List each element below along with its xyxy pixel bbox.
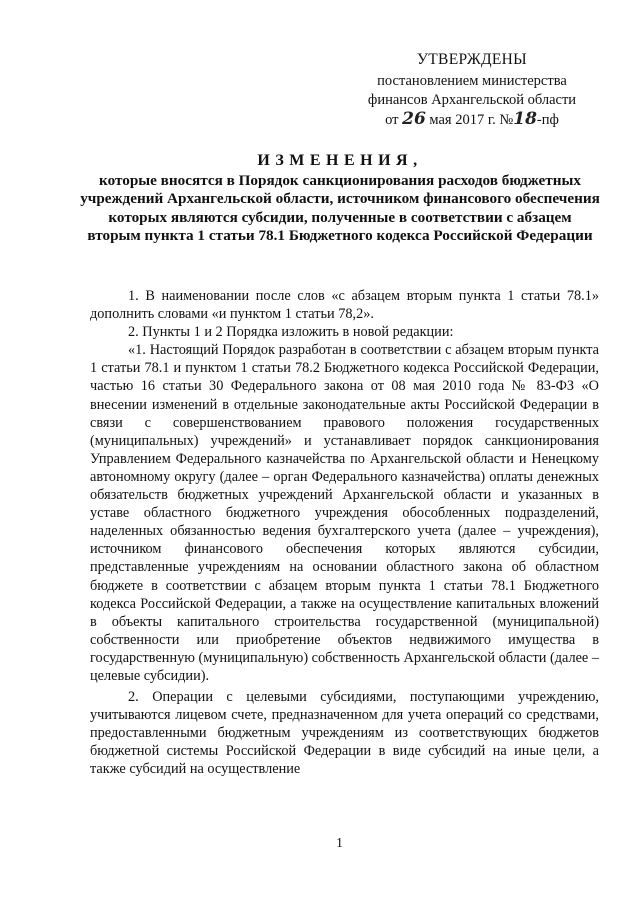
title-heading: ИЗМЕНЕНИЯ, (257, 152, 423, 169)
handwritten-number: 18 (513, 109, 537, 129)
document-body (90, 287, 599, 779)
date-prefix: от (385, 112, 399, 128)
document-title (80, 152, 600, 245)
paragraph-2: 2. Пункты 1 и 2 Порядка изложить в новой редакции: (128, 324, 454, 341)
paragraph-3: «1. Настоящий Порядок разработан в соответствии с абзацем вторым пункта 1 статьи 78.1 и пунктом 1 статьи 78.2 Бюджетного кодекса Российской Федерации, частью 16 статьи 30 Федерального закона от 08 мая 2010 года № 83-ФЗ «О внесении изменений в отдельные законодательные акты Российской Федерации в связи с совершенствованием правового положения государственных (муниципальных) учреждений» и устанавливает порядок санкционирования Управлением Федерального казначейства по Архангельской области и Ненецкому автономному округу (далее – орган Федерального казначейства) оплаты денежных обязательств бюджетных учреждений Архангельской области и указанных в уставе областного бюджетного учреждения обособленных подразделений, наделенных обязанностью ведения бухгалтерского учета (далее – учреждения), источником финансового обеспечения которых являются субсидии, представленные учреждениям на основании областного закона об областном бюджете в соответствии с абзацем вторым пункта 1 статьи 78.1 Бюджетного кодекса Российской Федерации, а также на осуществление капитальных вложений в объекты капитального строительства государственной (муниципальной) собственности или приобретение объектов недвижимого имущества в государственную (муниципальную) собственность Архангельской области (далее – целевые субсидии). (90, 342, 599, 684)
title-subtitle: которые вносятся в Порядок санкционирования расходов бюджетных учреждений Архангельской области, источником финансового обеспечения которых являются субсидии, полученные в соответствии с абзацем вторым пункта 1 статьи 78.1 Бюджетного кодекса Российской Федерации (80, 172, 600, 244)
approval-block (352, 50, 592, 130)
paragraph-1: 1. В наименовании после слов «с абзацем вторым пункта 1 статьи 78.1» дополнить словами «и пунктом 1 статьи 78,2». (90, 288, 599, 323)
approval-line-2: финансов Архангельской области (367, 92, 577, 108)
paragraph-4: 2. Операции с целевыми субсидиями, поступающими учреждению, учитываются лицевом счете, предназначенном для учета операций со средствами, предоставленными бюджетным учреждениям из соответствующих бюджетов бюджетной системы Российской Федерации в виде субсидий на иные цели, а также субсидий на осуществление (90, 689, 599, 778)
approval-line-1: постановлением министерства (377, 73, 567, 89)
approval-date-line (352, 110, 592, 130)
date-suffix: -пф (536, 112, 559, 128)
approval-heading: УТВЕРЖДЕНЫ (417, 51, 527, 68)
date-mid: мая 2017 г. № (429, 112, 514, 128)
page-number: 1 (336, 836, 343, 851)
handwritten-day: 26 (402, 109, 426, 129)
